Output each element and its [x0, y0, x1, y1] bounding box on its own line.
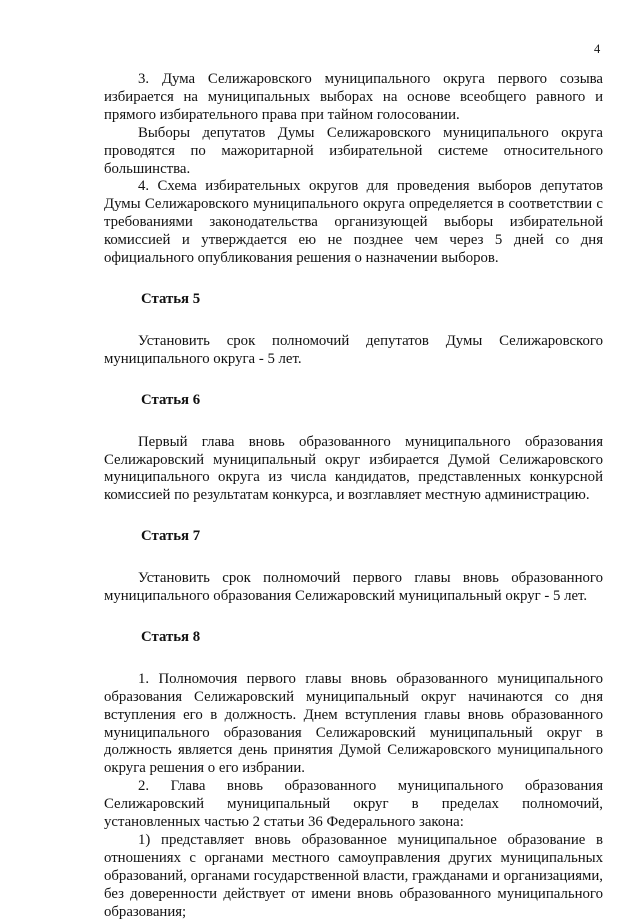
- paragraph-article-6: Первый глава вновь образованного муниципального образования Селижаровский муниципальный округ избирается Думой Селижаровского муниципального округа из числа кандидатов, представленных конкурсной комиссией по результатам конкурса, и возглавляет местную администрацию.: [104, 433, 603, 504]
- heading-article-6: Статья 6: [141, 391, 201, 408]
- spacer: [104, 268, 603, 291]
- spacer: [104, 647, 603, 671]
- spacer: [104, 546, 603, 570]
- page-number: 4: [594, 42, 601, 56]
- document-body: [104, 71, 603, 922]
- spacer: [104, 505, 603, 528]
- paragraph-article-5: Установить срок полномочий депутатов Думы Селижаровского муниципального округа - 5 лет.: [104, 332, 603, 367]
- heading-article-5: Статья 5: [141, 290, 201, 307]
- paragraph-4-districts-scheme: 4. Схема избирательных округов для проведения выборов депутатов Думы Селижаровского муниципального округа определяется в соответствии с требованиями законодательства организующей выборы избирательной комиссией и утверждается ею не позднее чем через 5 дней со дня официального опубликования решения о назначении выборов.: [104, 178, 603, 267]
- spacer: [104, 606, 603, 629]
- paragraph-3-duma-election: 3. Дума Селижаровского муниципального округа первого созыва избирается на муниципальных выборах на основе всеобщего равного и прямого избирательного права при тайном голосовании.: [104, 71, 603, 123]
- spacer: [104, 410, 603, 434]
- paragraph-8-2-head-powers: 2. Глава вновь образованного муниципального образования Селижаровский муниципальный округ в пределах полномочий, установленных частью 2 статьи 36 Федерального закона:: [104, 778, 603, 831]
- spacer: [104, 309, 603, 333]
- paragraph-article-7: Установить срок полномочий первого главы вновь образованного муниципального образования Селижаровский муниципальный округ - 5 лет.: [104, 570, 603, 605]
- paragraph-8-2-1-representation: 1) представляет вновь образованное муниципальное образование в отношениях с органами местного самоуправления других муниципальных образований, органами государственной власти, гражданами и организациями, без доверенности действует от имени вновь образованного муниципального образования;: [104, 832, 603, 920]
- paragraph-8-1-term-start: 1. Полномочия первого главы вновь образованного муниципального образования Селижаровский муниципальный округ начинаются со дня вступления его в должность. Днем вступления главы вновь образованного муниципального образования Селижаровский муниципальный округ в должность является день принятия Думой Селижаровского муниципального округа решения о его избрании.: [104, 670, 603, 777]
- heading-article-7: Статья 7: [141, 528, 201, 545]
- heading-article-8: Статья 8: [141, 628, 201, 645]
- paragraph-elections-system: Выборы депутатов Думы Селижаровского муниципального округа проводятся по мажоритарной избирательной системе относительного большинства.: [104, 124, 603, 177]
- spacer: [104, 369, 603, 392]
